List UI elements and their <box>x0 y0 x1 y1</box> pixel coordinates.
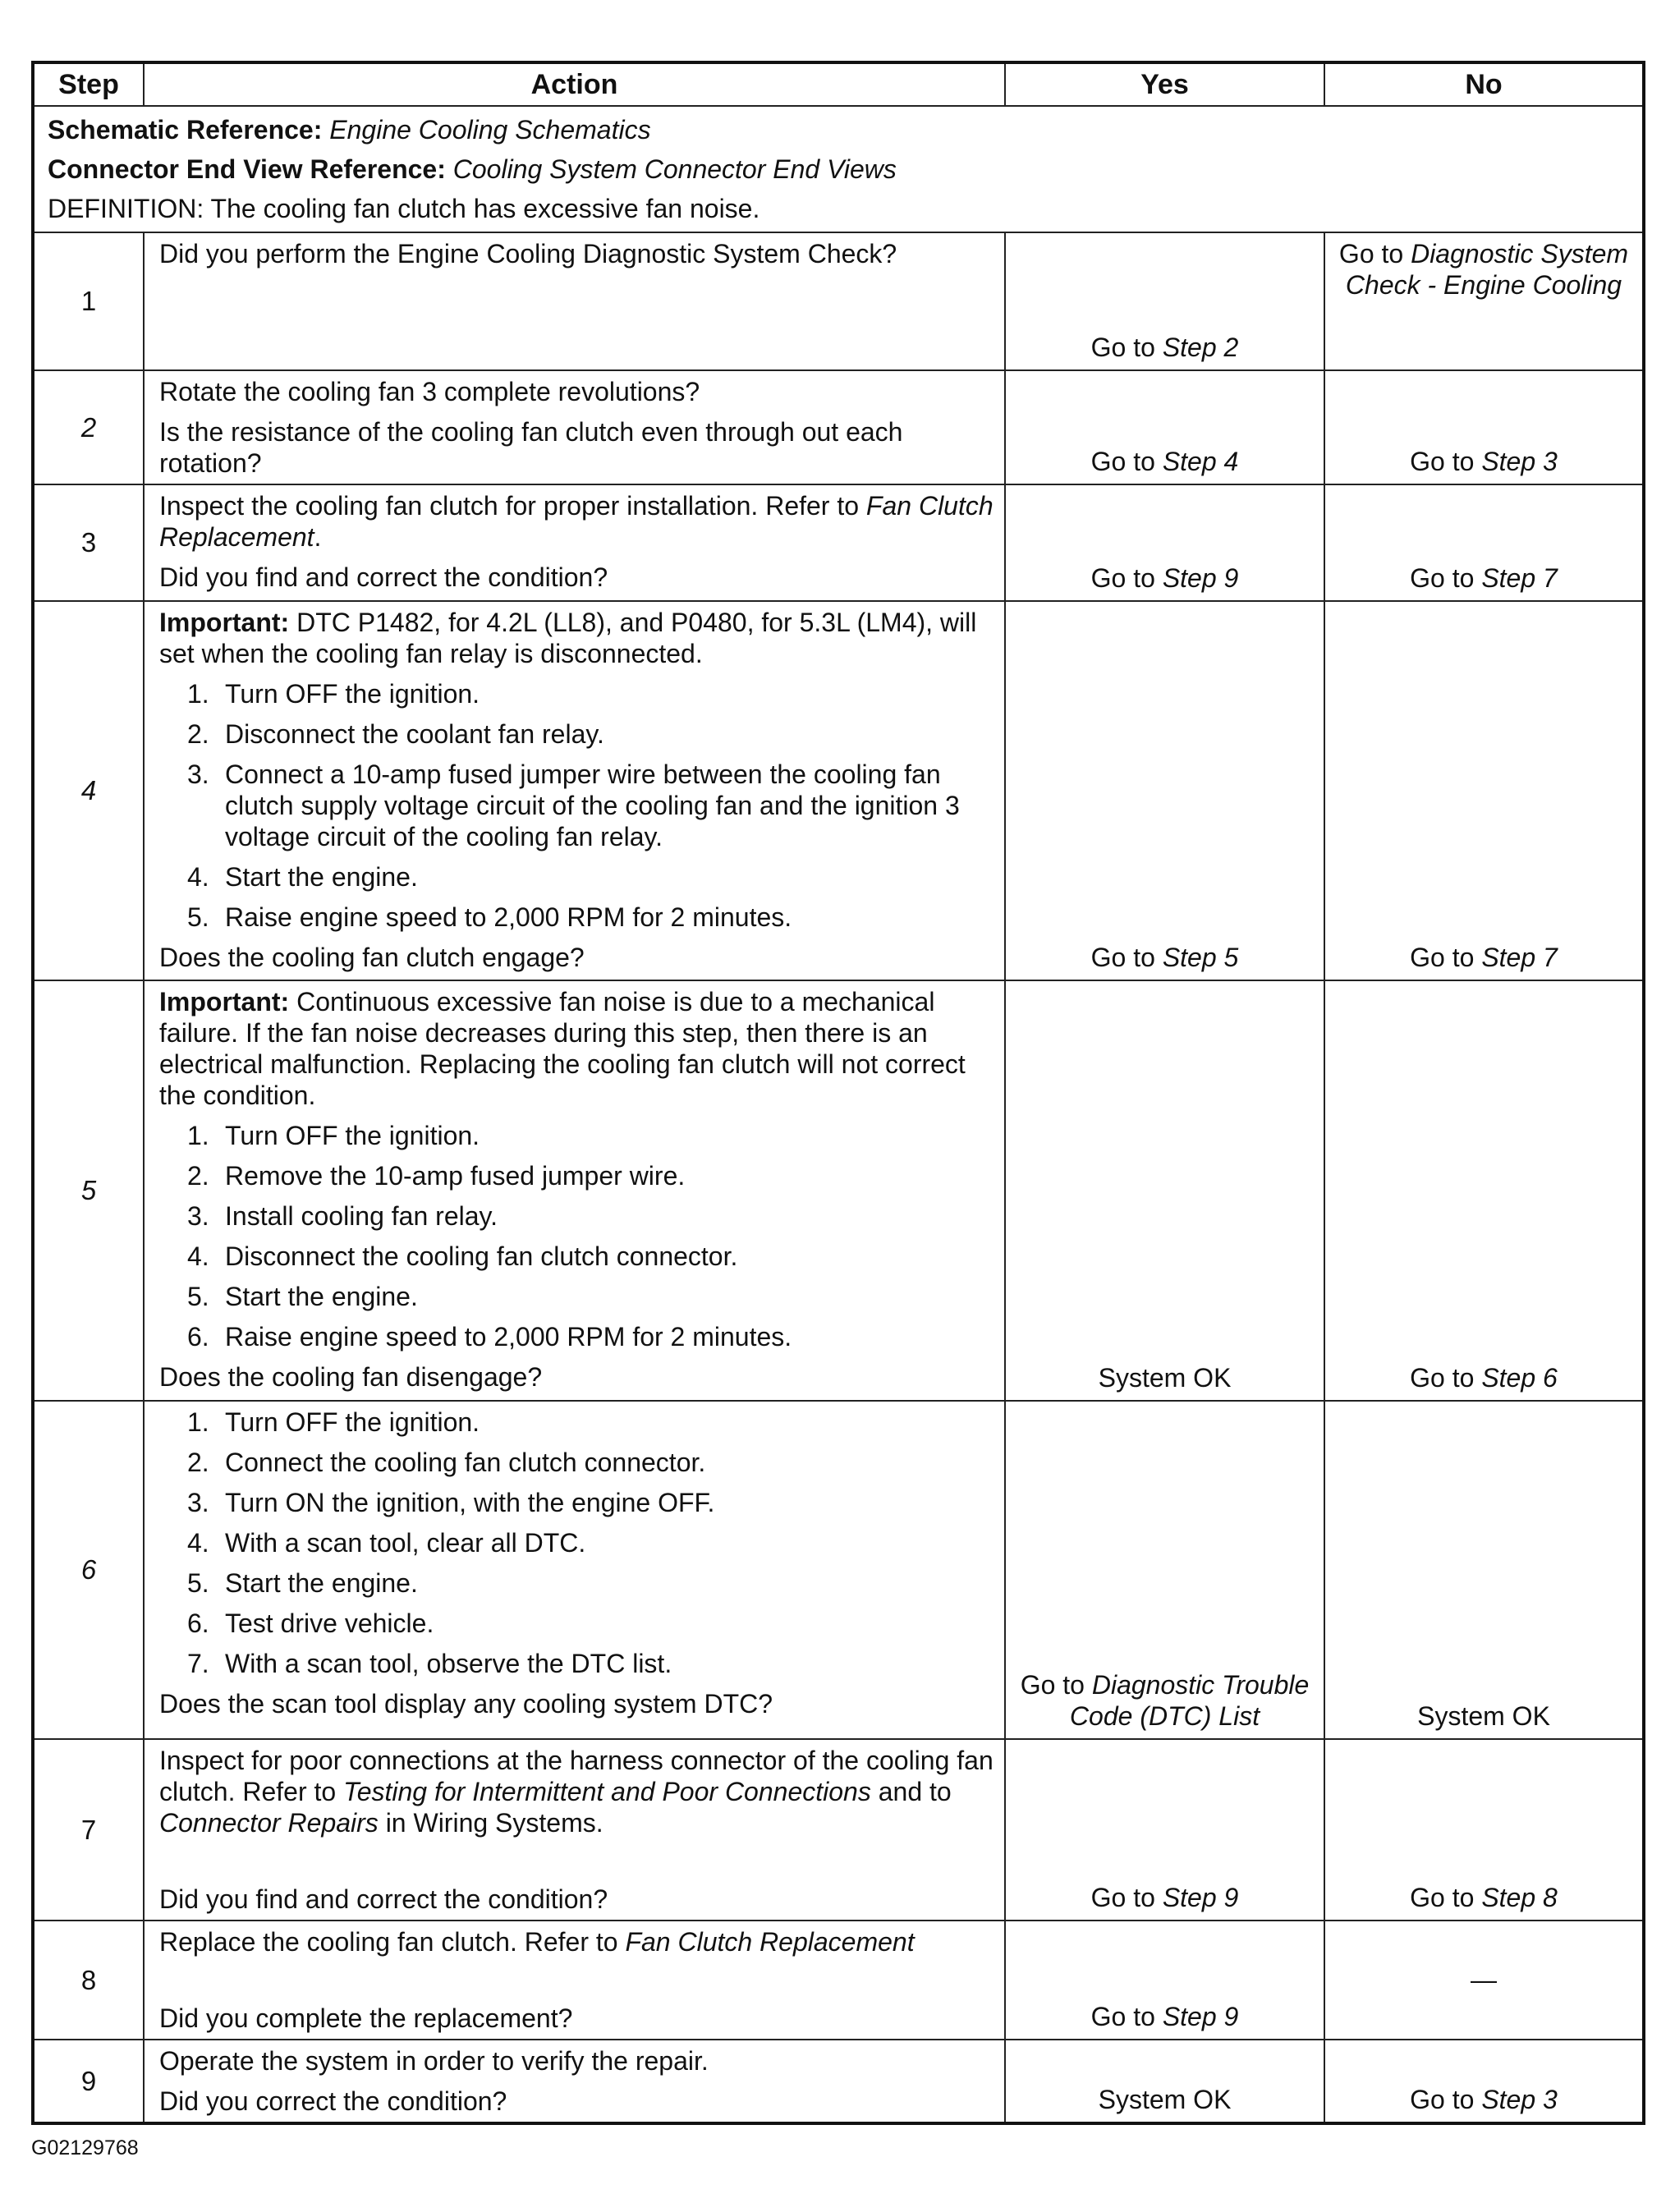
yes-cell: Go to Step 5 <box>1005 601 1324 980</box>
step-number: 9 <box>33 2040 144 2123</box>
fan-clutch-replacement-link: Fan Clutch Replacement <box>625 1927 915 1957</box>
header-yes: Yes <box>1005 62 1324 106</box>
yes-cell: System OK <box>1005 2040 1324 2123</box>
step-number: 4 <box>33 601 144 980</box>
step-action <box>144 232 1005 370</box>
important-note: Important: Continuous excessive fan noise is due to a mechanical failure. If the fan noise decreases during this step, then there is an electrical malfunction. Replacing the cooling fan clutch will not correct the condition. <box>159 987 966 1110</box>
header-action: Action <box>144 62 1005 106</box>
list-item: 5. Start the engine. <box>187 1568 418 1598</box>
step-instruction: Rotate the cooling fan 3 complete revolutions? <box>159 377 700 406</box>
step-row-7 <box>33 1739 1644 1921</box>
no-step-link: Step 3 <box>1481 447 1558 476</box>
reference-cell <box>33 106 1644 232</box>
step-question: Did you complete the replacement? <box>159 2003 573 2033</box>
yes-cell: Go to Step 9 <box>1005 484 1324 601</box>
step-instruction: Inspect the cooling fan clutch for proper installation. Refer to Fan Clutch Replacement. <box>159 491 994 552</box>
yes-step-link: Step 5 <box>1162 943 1239 972</box>
figure-code: G02129768 <box>31 2136 139 2159</box>
step-row-4 <box>33 601 1644 980</box>
yes-step-link: Step 9 <box>1162 1883 1239 1912</box>
diagnostic-table <box>31 61 1645 2125</box>
yes-cell: Go to Diagnostic Trouble Code (DTC) List <box>1005 1401 1324 1739</box>
header-row <box>33 62 1644 106</box>
step-action <box>144 601 1005 980</box>
step-row-1 <box>33 232 1644 370</box>
list-item: 4. With a scan tool, clear all DTC. <box>187 1528 586 1558</box>
list-item: 6. Raise engine speed to 2,000 RPM for 2 minutes. <box>187 1322 792 1352</box>
yes-cell: Go to Step 9 <box>1005 1921 1324 2040</box>
step-action <box>144 484 1005 601</box>
yes-cell: Go to Step 2 <box>1005 232 1324 370</box>
no-cell: Go to Step 7 <box>1324 601 1644 980</box>
step-action <box>144 1921 1005 2040</box>
no-step-link: Step 3 <box>1481 2085 1558 2114</box>
step-number: 8 <box>33 1921 144 2040</box>
step-instruction: Replace the cooling fan clutch. Refer to Fan Clutch Replacement <box>159 1927 915 1957</box>
step-number: 6 <box>33 1401 144 1739</box>
spacer <box>159 1966 994 2003</box>
no-cell: Go to Step 3 <box>1324 370 1644 484</box>
connector-repairs-link: Connector Repairs <box>159 1808 379 1838</box>
no-step-link: Step 7 <box>1481 563 1558 593</box>
step-question: Is the resistance of the cooling fan clutch even through out each rotation? <box>159 417 903 478</box>
list-item: 3. Connect a 10-amp fused jumper wire between the cooling fan clutch supply voltage circuit of the cooling fan and the ignition 3 voltage circuit of the cooling fan relay. <box>187 760 960 851</box>
no-cell: Go to Step 7 <box>1324 484 1644 601</box>
yes-cell: Go to Step 4 <box>1005 370 1324 484</box>
header-step: Step <box>33 62 144 106</box>
step-action <box>144 980 1005 1401</box>
list-item: 4. Disconnect the cooling fan clutch connector. <box>187 1241 738 1271</box>
list-item: 1. Turn OFF the ignition. <box>187 679 480 709</box>
list-item: 2. Connect the cooling fan clutch connector. <box>187 1448 706 1477</box>
procedure-list <box>159 1407 994 1679</box>
step-row-6 <box>33 1401 1644 1739</box>
list-item: 1. Turn OFF the ignition. <box>187 1121 480 1150</box>
step-action <box>144 1401 1005 1739</box>
list-item: 2. Remove the 10-amp fused jumper wire. <box>187 1161 686 1191</box>
step-question: Did you find and correct the condition? <box>159 1884 608 1914</box>
definition: DEFINITION: The cooling fan clutch has excessive fan noise. <box>48 194 760 223</box>
list-item: 2. Disconnect the coolant fan relay. <box>187 719 604 749</box>
list-item: 3. Install cooling fan relay. <box>187 1201 498 1231</box>
list-item: 4. Start the engine. <box>187 862 418 892</box>
step-number: 2 <box>33 370 144 484</box>
yes-step-link: Step 2 <box>1162 333 1239 362</box>
list-item: 3. Turn ON the ignition, with the engine OFF. <box>187 1488 715 1517</box>
step-question: Did you correct the condition? <box>159 2086 507 2116</box>
connector-reference: Connector End View Reference: Cooling System Connector End Views <box>48 154 897 184</box>
list-item: 6. Test drive vehicle. <box>187 1609 434 1638</box>
fan-clutch-replacement-link: Fan Clutch Replacement <box>159 491 994 552</box>
spacer <box>159 1847 994 1884</box>
step-number: 1 <box>33 232 144 370</box>
procedure-list <box>159 678 994 933</box>
step-number: 3 <box>33 484 144 601</box>
step-question: Did you find and correct the condition? <box>159 562 608 592</box>
step-row-3 <box>33 484 1644 601</box>
step-action <box>144 370 1005 484</box>
step-question: Does the cooling fan clutch engage? <box>159 943 585 972</box>
no-step-link: Step 7 <box>1481 943 1558 972</box>
no-step-link: Step 8 <box>1481 1883 1558 1912</box>
step-instruction: Operate the system in order to verify the repair. <box>159 2046 709 2076</box>
schematic-reference: Schematic Reference: Engine Cooling Schematics <box>48 115 651 145</box>
reference-row <box>33 106 1644 232</box>
step-question: Did you perform the Engine Cooling Diagnostic System Check? <box>159 239 897 268</box>
no-cell: Go to Diagnostic System Check - Engine Cooling <box>1324 232 1644 370</box>
no-cell: Go to Step 3 <box>1324 2040 1644 2123</box>
yes-step-link: Step 9 <box>1162 563 1239 593</box>
yes-step-link: Step 4 <box>1162 447 1239 476</box>
no-cell: — <box>1324 1921 1644 2040</box>
diagnostic-table-container <box>31 61 1642 2125</box>
step-row-8 <box>33 1921 1644 2040</box>
step-action <box>144 1739 1005 1921</box>
yes-step-link: Diagnostic Trouble Code (DTC) List <box>1069 1670 1310 1731</box>
step-row-9 <box>33 2040 1644 2123</box>
no-step-link: Diagnostic System Check - Engine Cooling <box>1345 239 1629 300</box>
list-item: 1. Turn OFF the ignition. <box>187 1407 480 1437</box>
list-item: 5. Raise engine speed to 2,000 RPM for 2 minutes. <box>187 902 792 932</box>
step-number: 5 <box>33 980 144 1401</box>
no-cell: Go to Step 6 <box>1324 980 1644 1401</box>
step-row-2 <box>33 370 1644 484</box>
no-cell: Go to Step 8 <box>1324 1739 1644 1921</box>
important-note: Important: DTC P1482, for 4.2L (LL8), and P0480, for 5.3L (LM4), will set when the cooling fan relay is disconnected. <box>159 608 977 668</box>
no-step-link: Step 6 <box>1481 1363 1558 1393</box>
procedure-list <box>159 1120 994 1352</box>
list-item: 7. With a scan tool, observe the DTC list. <box>187 1649 672 1678</box>
step-row-5 <box>33 980 1644 1401</box>
step-question: Does the cooling fan disengage? <box>159 1362 543 1392</box>
step-number: 7 <box>33 1739 144 1921</box>
header-no: No <box>1324 62 1644 106</box>
yes-cell: System OK <box>1005 980 1324 1401</box>
intermittent-testing-link: Testing for Intermittent and Poor Connections <box>343 1777 871 1806</box>
yes-step-link: Step 9 <box>1162 2002 1239 2031</box>
step-action <box>144 2040 1005 2123</box>
yes-cell: Go to Step 9 <box>1005 1739 1324 1921</box>
connector-reference-link: Cooling System Connector End Views <box>452 154 897 184</box>
step-instruction: Inspect for poor connections at the harness connector of the cooling fan clutch. Refer to Testing for Intermittent and Poor Connections and to Connector Repairs in Wiring Systems. <box>159 1746 994 1838</box>
step-question: Does the scan tool display any cooling system DTC? <box>159 1689 773 1719</box>
no-cell: System OK <box>1324 1401 1644 1739</box>
schematic-reference-link: Engine Cooling Schematics <box>329 115 651 145</box>
list-item: 5. Start the engine. <box>187 1282 418 1311</box>
